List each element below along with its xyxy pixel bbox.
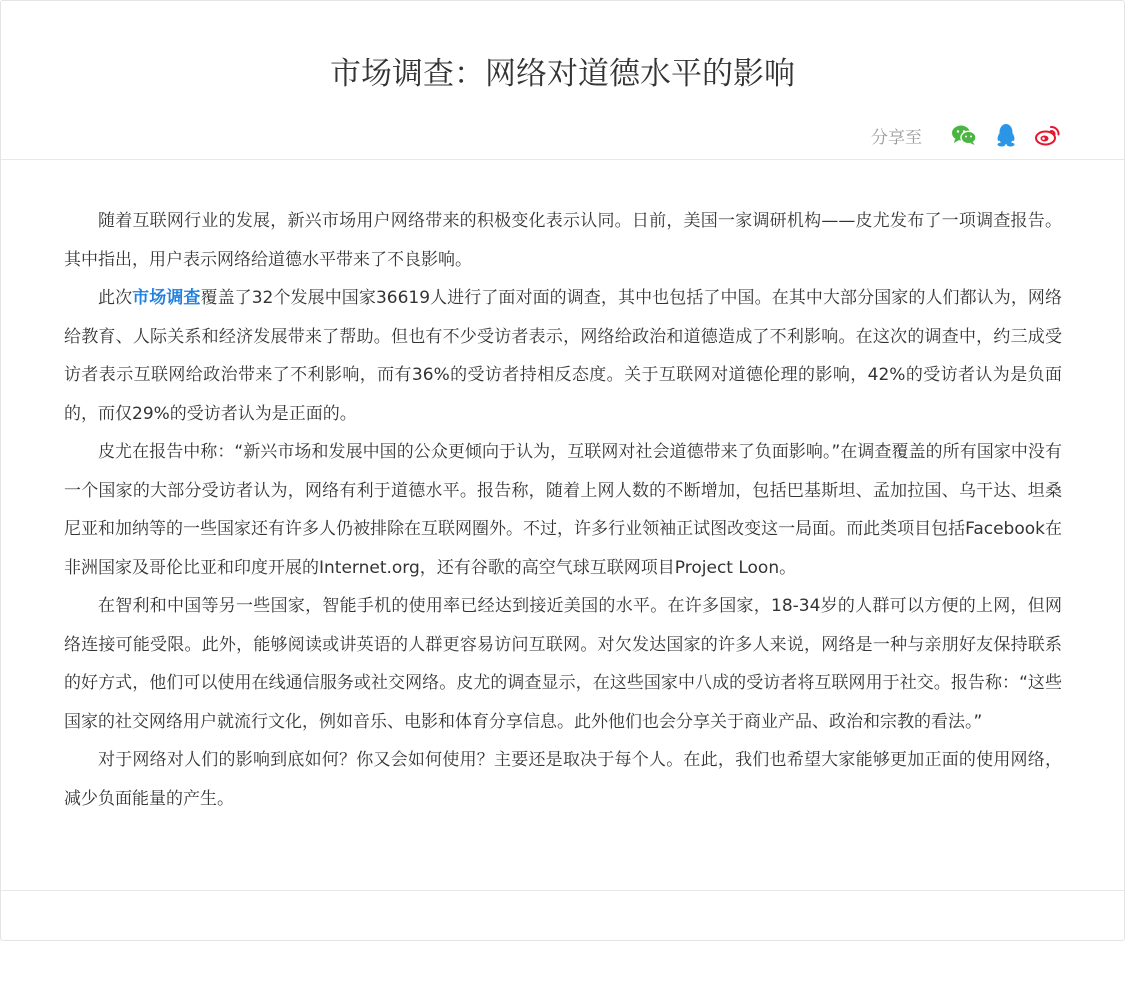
market-research-link[interactable]: 市场调查 [132, 288, 201, 308]
share-label: 分享至 [871, 127, 922, 148]
article-body [64, 202, 1062, 818]
weibo-icon[interactable] [1034, 121, 1062, 149]
article-paragraph: 在智利和中国等另一些国家，智能手机的使用率已经达到接近美国的水平。在许多国家，18-34岁的人群可以方便的上网，但网络连接可能受限。此外，能够阅读或讲英语的人群更容易访问互联网。对欠发达国家的许多人来说，网络是一种与亲朋好友保持联系的好方式，他们可以使用在线通信服务或社交网络。皮尤的调查显示，在这些国家中八成的受访者将互联网用于社交。报告称：“这些国家的社交网络用户就流行文化，例如音乐、电影和体育分享信息。此外他们也会分享关于商业产品、政治和宗教的看法。” [64, 596, 1062, 732]
qq-icon[interactable] [992, 121, 1020, 149]
article-header [1, 1, 1124, 160]
article-paragraph: 皮尤在报告中称：“新兴市场和发展中国的公众更倾向于认为，互联网对社会道德带来了负面影响。”在调查覆盖的所有国家中没有一个国家的大部分受访者认为，网络有利于道德水平。报告称，随着上网人数的不断增加，包括巴基斯坦、孟加拉国、乌干达、坦桑尼亚和加纳等的一些国家还有许多人仍被排除在互联网圈外。不过，许多行业领袖正试图改变这一局面。而此类项目包括Facebook在非洲国家及哥伦比亚和印度开展的Internet.org，还有谷歌的高空气球互联网项目Project Loon。 [64, 442, 1062, 578]
paragraph-text: 此次 [98, 288, 133, 308]
article-paragraph: 对于网络对人们的影响到底如何？你又会如何使用？主要还是取决于每个人。在此，我们也希望大家能够更加正面的使用网络，减少负面能量的产生。 [64, 750, 1062, 809]
wechat-icon[interactable] [950, 121, 978, 149]
share-bar [871, 120, 1062, 150]
article-paragraph [64, 279, 1062, 433]
article-footer [1, 890, 1124, 941]
paragraph-text: 覆盖了32个发展中国家36619人进行了面对面的调查，其中也包括了中国。在其中大部分国家的人们都认为，网络给教育、人际关系和经济发展带来了帮助。但也有不少受访者表示，网络给政治和道德造成了不利影响。在这次的调查中，约三成受访者表示互联网给政治带来了不利影响，而有36%的受访者持相反态度。关于互联网对道德伦理的影响，42%的受访者认为是负面的，而仅29%的受访者认为是正面的。 [64, 288, 1063, 424]
article-title: 市场调查：网络对道德水平的影响 [330, 56, 795, 92]
article-paragraph: 随着互联网行业的发展，新兴市场用户网络带来的积极变化表示认同。日前，美国一家调研机构——皮尤发布了一项调查报告。其中指出，用户表示网络给道德水平带来了不良影响。 [64, 211, 1062, 270]
